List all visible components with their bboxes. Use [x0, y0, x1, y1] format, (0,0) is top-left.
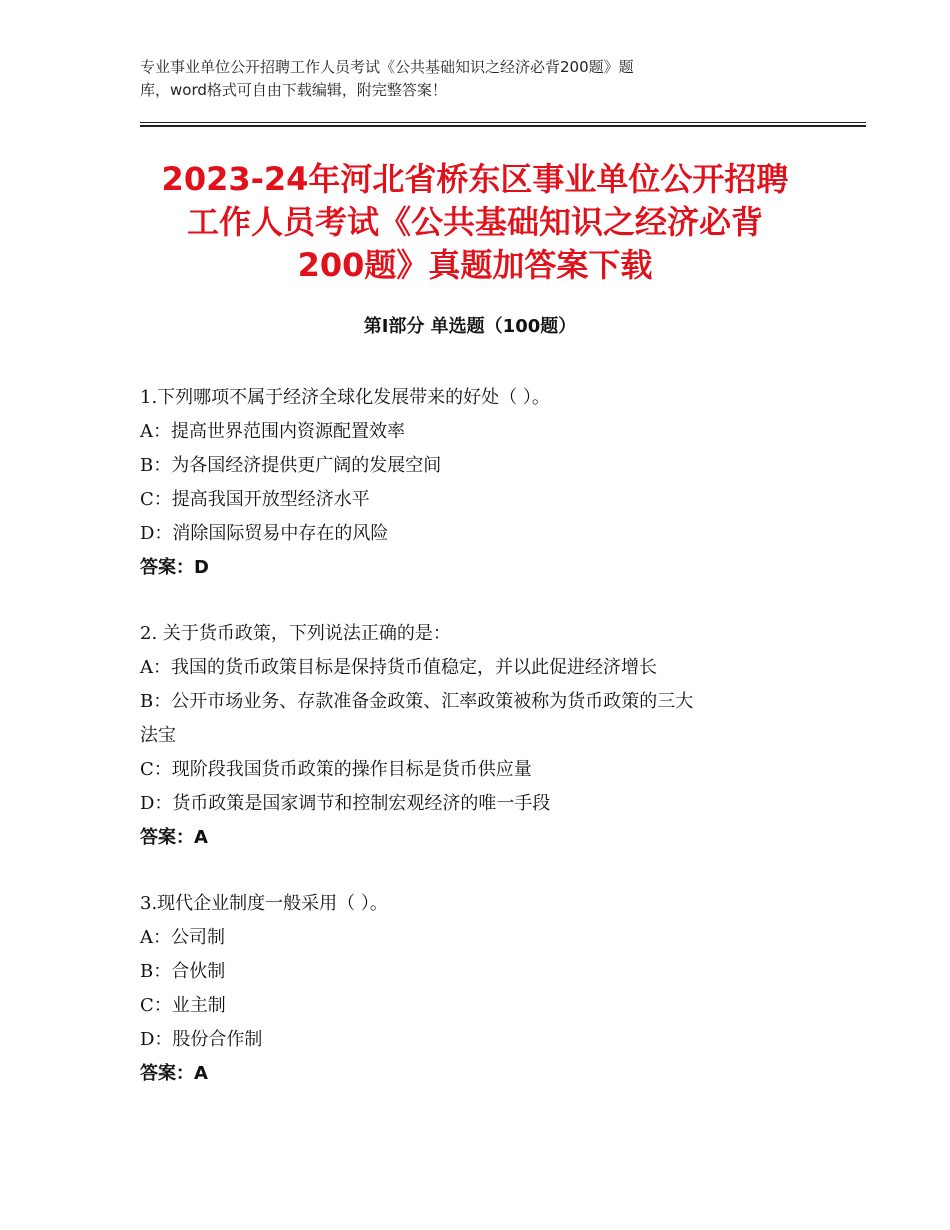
question-list: [140, 381, 820, 1123]
answer: 答案：A: [140, 827, 208, 848]
header-note: [140, 56, 780, 102]
option-d: D：货币政策是国家调节和控制宏观经济的唯一手段: [140, 793, 551, 814]
option-b-continued: 法宝: [140, 725, 176, 746]
option-c: C：现阶段我国货币政策的操作目标是货币供应量: [140, 759, 532, 780]
answer: 答案：D: [140, 557, 209, 578]
question-stem: 3.现代企业制度一般采用（ ）。: [140, 893, 388, 914]
question-2: [140, 617, 820, 855]
option-a: A：公司制: [140, 927, 225, 948]
question-1: [140, 381, 820, 585]
option-b: B：为各国经济提供更广阔的发展空间: [140, 455, 442, 476]
question-stem: 1.下列哪项不属于经济全球化发展带来的好处（ ）。: [140, 387, 550, 408]
option-b: B：公开市场业务、存款准备金政策、汇率政策被称为货币政策的三大: [140, 691, 694, 712]
option-d: D：消除国际贸易中存在的风险: [140, 523, 389, 544]
question-stem: 2. 关于货币政策，下列说法正确的是：: [140, 623, 451, 644]
header-note-line-2: 库，word格式可自由下载编辑，附完整答案！: [140, 81, 447, 99]
header-note-line-1: 专业事业单位公开招聘工作人员考试《公共基础知识之经济必背200题》题: [140, 58, 634, 76]
option-c: C：业主制: [140, 995, 226, 1016]
option-b: B：合伙制: [140, 961, 226, 982]
document-title: [120, 158, 830, 287]
header-divider: [140, 122, 866, 127]
document-title-line-2: 工作人员考试《公共基础知识之经济必背: [186, 203, 763, 241]
option-d: D：股份合作制: [140, 1029, 263, 1050]
option-a: A：提高世界范围内资源配置效率: [140, 421, 405, 442]
section-title: 第Ⅰ部分 单选题（100题）: [363, 316, 577, 337]
option-a: A：我国的货币政策目标是保持货币值稳定，并以此促进经济增长: [140, 657, 657, 678]
option-c: C：提高我国开放型经济水平: [140, 489, 370, 510]
answer: 答案：A: [140, 1063, 208, 1084]
document-title-line-1: 2023-24年河北省桥东区事业单位公开招聘: [161, 160, 789, 198]
document-title-line-3: 200题》真题加答案下载: [297, 246, 653, 284]
question-3: [140, 887, 820, 1091]
